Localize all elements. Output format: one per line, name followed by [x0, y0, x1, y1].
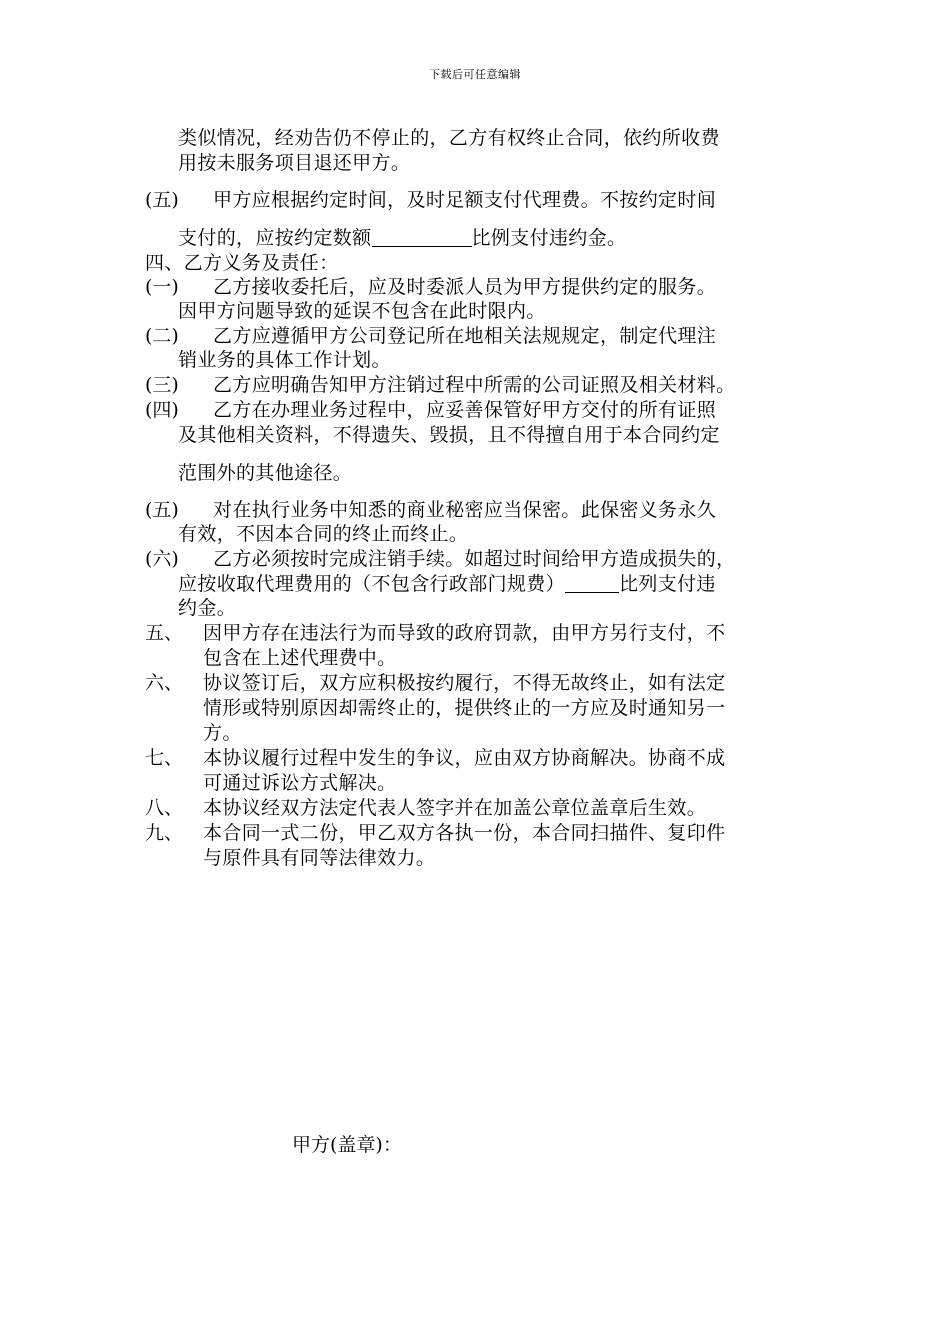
text-line: 方。: [203, 722, 242, 744]
page-header-watermark: 下载后可任意编辑: [429, 68, 521, 81]
text-segment: 比例支付违约金。: [471, 227, 627, 249]
text-line: 用按未服务项目退还甲方。: [178, 152, 411, 174]
clause-number: 九、: [145, 822, 184, 844]
text-segment: 比列支付违: [619, 573, 716, 595]
text-line: 本协议经双方法定代表人签字并在加盖公章位盖章后生效。: [203, 797, 707, 819]
text-segment: 应按收取代理费用的（不包含行政部门规费）: [178, 573, 566, 595]
text-line: 对在执行业务中知悉的商业秘密应当保密。此保密义务永久: [213, 499, 717, 521]
text-line: 因甲方问题导致的延误不包含在此时限内。: [178, 300, 546, 322]
text-line: 类似情况，经劝告仍不停止的，乙方有权终止合同，依约所收费: [178, 127, 720, 149]
clause-number: (三): [145, 374, 179, 396]
text-line: 与原件具有同等法律效力。: [203, 847, 436, 869]
party-a-signature-label: 甲方(盖章)：: [292, 1134, 402, 1156]
clause-number: 六、: [145, 672, 184, 694]
clause-number: (五): [145, 189, 179, 211]
clause-number: (六): [145, 548, 179, 570]
text-line: 有效，不因本合同的终止而终止。: [178, 523, 469, 545]
text-line: 本协议履行过程中发生的争议，应由双方协商解决。协商不成: [203, 747, 726, 769]
fill-blank: [565, 574, 619, 593]
clause-number: 八、: [145, 797, 184, 819]
text-line: 乙方应遵循甲方公司登记所在地相关法规规定，制定代理注: [213, 325, 717, 347]
text-line: 销业务的具体工作计划。: [178, 349, 391, 371]
clause-number: (一): [145, 276, 179, 298]
clause-number: (四): [145, 399, 179, 421]
text-line: [178, 572, 716, 596]
text-line: 乙方必须按时完成注销手续。如超过时间给甲方造成损失的，: [213, 548, 736, 570]
text-line: 甲方应根据约定时间，及时足额支付代理费。不按约定时间: [213, 189, 717, 211]
text-line: 乙方应明确告知甲方注销过程中所需的公司证照及相关材料。: [213, 374, 736, 396]
text-line: 乙方在办理业务过程中，应妥善保管好甲方交付的所有证照: [213, 399, 717, 421]
text-line: 协议签订后，双方应积极按约履行，不得无故终止，如有法定: [203, 672, 726, 694]
text-line: 约金。: [178, 597, 237, 619]
text-line: 本合同一式二份，甲乙双方各执一份，本合同扫描件、复印件: [203, 822, 726, 844]
text-line: 及其他相关资料，不得遗失、毁损，且不得擅自用于本合同约定: [178, 424, 720, 446]
clause-number: 七、: [145, 747, 184, 769]
fill-blank: [372, 228, 472, 247]
text-line: 包含在上述代理费中。: [203, 647, 397, 669]
section-heading: 四、乙方义务及责任：: [145, 252, 339, 274]
text-line: [178, 226, 626, 250]
text-line: 乙方接收委托后，应及时委派人员为甲方提供约定的服务。: [213, 276, 717, 298]
text-segment: 支付的，应按约定数额: [178, 227, 372, 249]
text-line: 因甲方存在违法行为而导致的政府罚款，由甲方另行支付，不: [203, 622, 726, 644]
text-line: 情形或特别原因却需终止的，提供终止的一方应及时通知另一: [203, 697, 726, 719]
clause-number: (二): [145, 325, 179, 347]
clause-number: (五): [145, 499, 179, 521]
clause-number: 五、: [145, 622, 184, 644]
text-line: 可通过诉讼方式解决。: [203, 772, 397, 794]
text-line: 范围外的其他途径。: [178, 462, 353, 484]
